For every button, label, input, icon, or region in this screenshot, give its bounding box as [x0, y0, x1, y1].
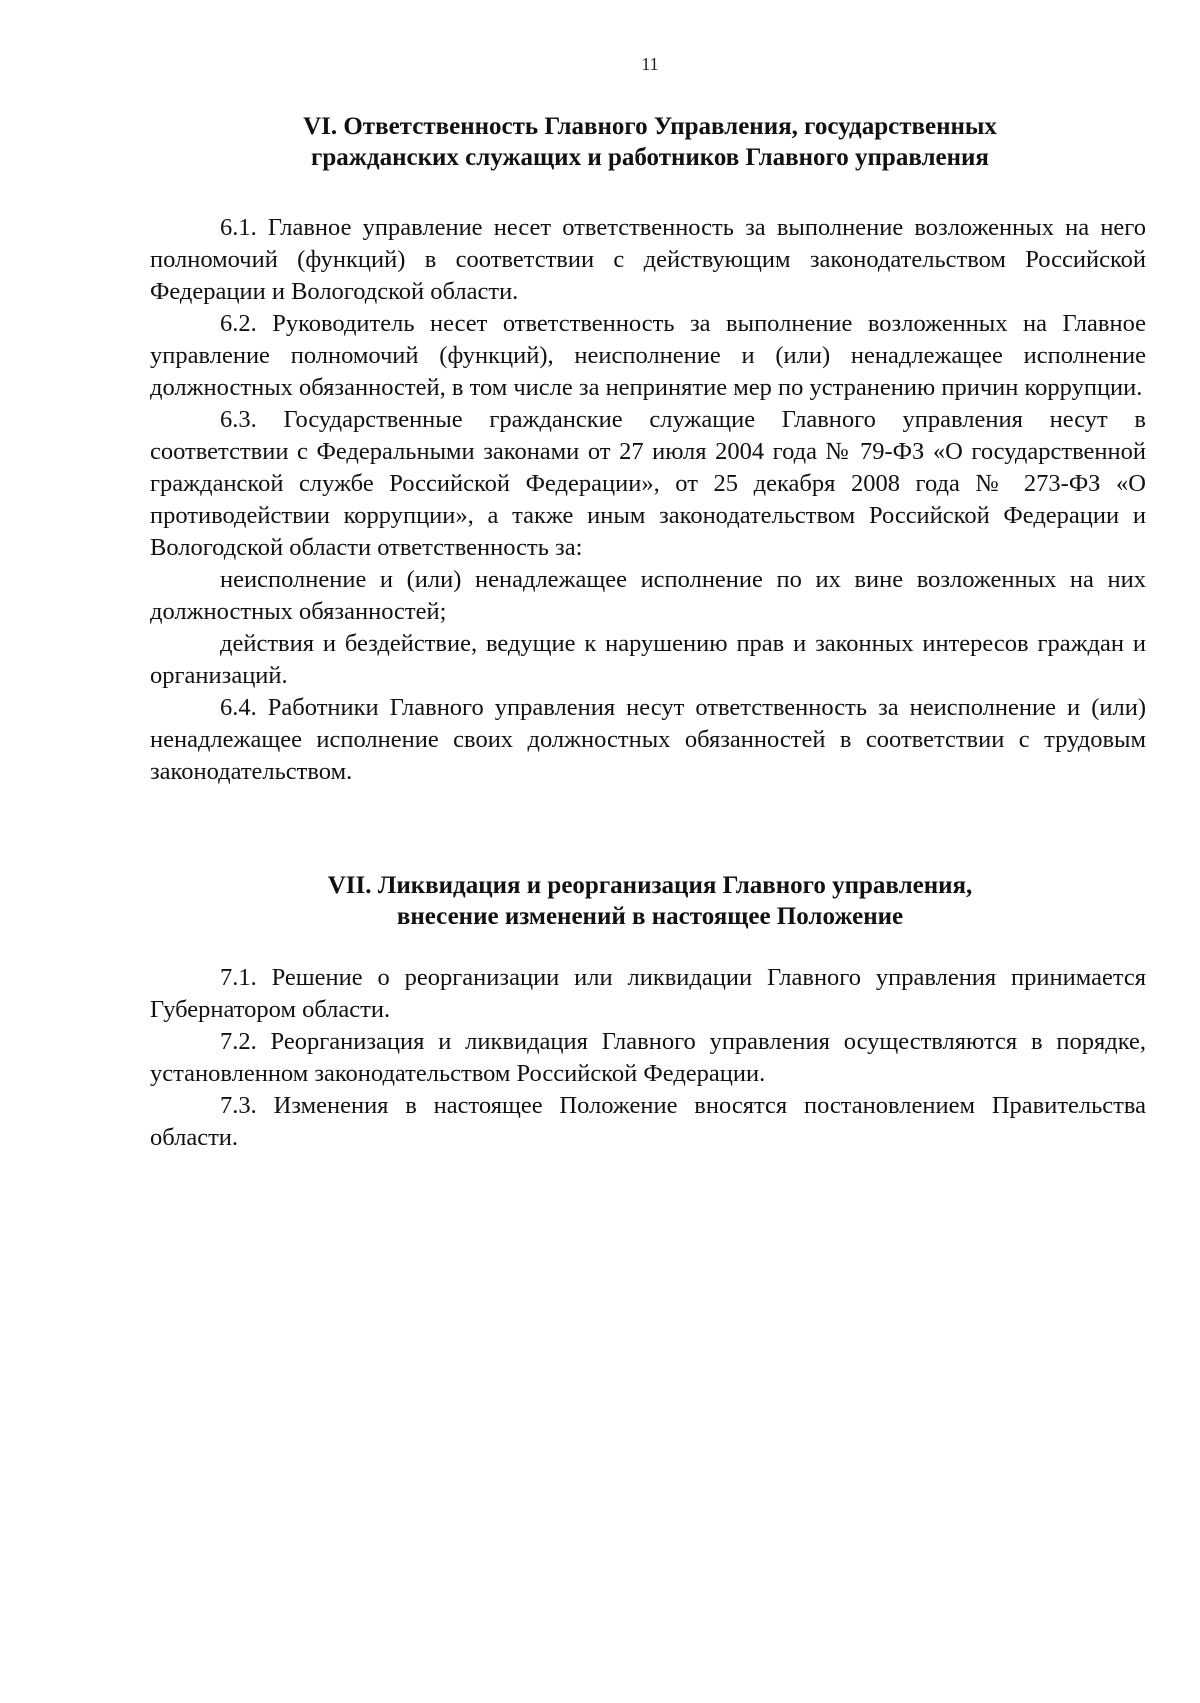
paragraph-7-2: 7.2. Реорганизация и ликвидация Главного управления осуществляются в порядке, установленном законодательством Российской Федерации. — [150, 1028, 1146, 1087]
section-6-body — [150, 212, 1146, 788]
section-7-heading — [150, 870, 1150, 932]
page-number: 11 — [641, 54, 659, 74]
paragraph-6-3-item-1: неисполнение и (или) ненадлежащее исполнение по их вине возложенных на них должностных обязанностей; — [150, 566, 1146, 625]
paragraph-6-4: 6.4. Работники Главного управления несут ответственность за неисполнение и (или) ненадлежащее исполнение своих должностных обязанностей в соответствии с трудовым законодательством. — [150, 694, 1146, 785]
section-6-heading — [150, 111, 1150, 173]
paragraph-7-3: 7.3. Изменения в настоящее Положение вносятся постановлением Правительства области. — [150, 1092, 1146, 1151]
paragraph-6-3-item-2: действия и бездействие, ведущие к нарушению прав и законных интересов граждан и организаций. — [150, 630, 1146, 689]
section-6-heading-line-1: VI. Ответственность Главного Управления, государственных — [303, 113, 997, 140]
section-7-heading-line-2: внесение изменений в настоящее Положение — [396, 903, 904, 930]
paragraph-6-2: 6.2. Руководитель несет ответственность за выполнение возложенных на Главное управление полномочий (функций), неисполнение и (или) ненадлежащее исполнение должностных обязанностей, в том числе за непринятие мер по устранению причин коррупции. — [150, 310, 1146, 401]
paragraph-7-1: 7.1. Решение о реорганизации или ликвидации Главного управления принимается Губернатором области. — [150, 964, 1146, 1023]
section-6-heading-line-2: гражданских служащих и работников Главного управления — [311, 144, 989, 171]
section-7-heading-line-1: VII. Ликвидация и реорганизация Главного управления, — [327, 872, 973, 899]
paragraph-6-1: 6.1. Главное управление несет ответственность за выполнение возложенных на него полномочий (функций) в соответствии с действующим законодательством Российской Федерации и Вологодской области. — [150, 214, 1146, 305]
paragraph-6-3: 6.3. Государственные гражданские служащие Главного управления несут в соответствии с Федеральными законами от 27 июля 2004 года № 79-ФЗ «О государственной гражданской службе Российской Федерации», от 25 декабря 2008 года № 273-ФЗ «О противодействии коррупции», а также иным законодательством Российской Федерации и Вологодской области ответственность за: — [150, 406, 1146, 561]
section-7-body — [150, 962, 1146, 1154]
